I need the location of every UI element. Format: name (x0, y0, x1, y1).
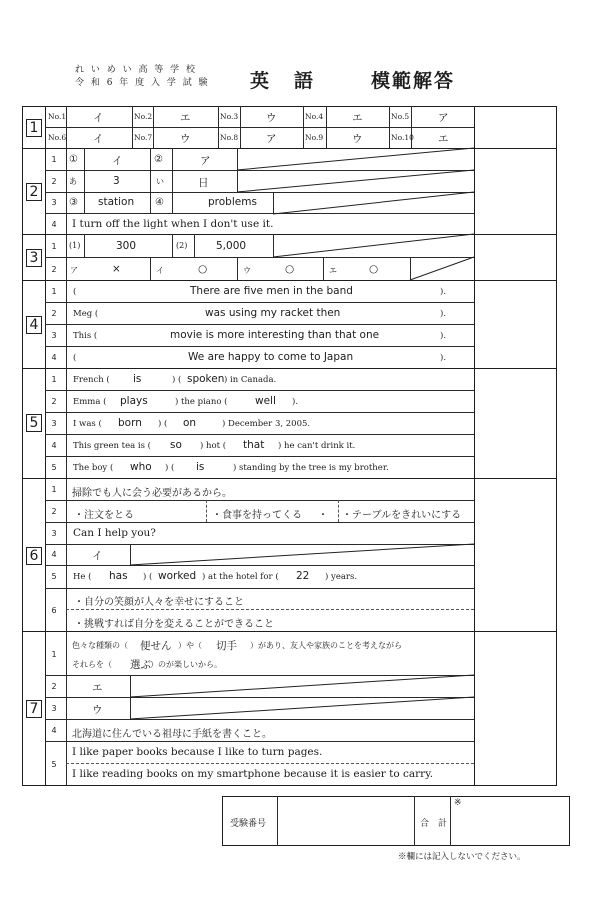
q7-row4-number: 4 (51, 726, 57, 735)
q5-row4-number: 4 (51, 441, 57, 450)
q7-row5-answer1: I like paper books because I like to turn pages. (72, 746, 323, 758)
q1-label-no8: No.8 (220, 133, 239, 142)
q6-row2-answer2: ・食事を持ってくる (212, 510, 302, 521)
q2-row1-label1: ① (69, 154, 78, 165)
exam-name: 令 和 6 年 度 入 学 試 験 (75, 78, 210, 88)
q7-row3-number: 3 (51, 704, 57, 713)
q2-row4-number: 4 (51, 220, 57, 229)
q1-label-no2: No.2 (134, 112, 153, 121)
section-4-number: 4 (26, 316, 42, 334)
q2-row3-answer1: station (98, 196, 135, 208)
q3-row2-label-i: イ (156, 266, 164, 275)
q1-answer-no8: ア (266, 133, 277, 145)
q4-row3-suffix: ). (440, 331, 447, 341)
exam-number-label: 受験番号 (230, 819, 267, 829)
q5-row3-answer2: on (183, 417, 197, 429)
q6-row6-number: 6 (51, 606, 57, 615)
q7-row1-text1: 色々な種類の（ (72, 641, 128, 650)
q1-answer-no1: イ (93, 112, 104, 124)
section-3-number: 3 (26, 249, 42, 267)
q1-label-no4: No.4 (305, 112, 324, 121)
q5-row5-answer2: is (196, 461, 205, 473)
q2-row3-label2: ④ (155, 197, 164, 208)
q4-row1-suffix: ). (440, 287, 447, 297)
q5-row2-answer1: plays (120, 395, 148, 407)
q6-row5-answer1: has (109, 570, 128, 582)
footer-note: ※欄には記入しないでください。 (398, 852, 526, 862)
q2-row2-answer1: 3 (113, 175, 120, 187)
q6-row1-number: 1 (51, 485, 57, 494)
section-1-number: 1 (26, 119, 42, 137)
q3-row2-number: 2 (51, 265, 57, 274)
total-label: 合 計 (420, 819, 448, 829)
q4-row4-suffix: ). (440, 353, 447, 363)
q4-row4-answer: We are happy to come to Japan (188, 351, 354, 363)
q5-row5-answer1: who (130, 461, 152, 473)
q6-row5-answer3: 22 (296, 570, 310, 582)
q1-answer-no6: イ (93, 133, 104, 145)
q5-row2-text3: ). (292, 397, 299, 407)
q3-row1-number: 1 (51, 242, 57, 251)
q4-row4-number: 4 (51, 353, 57, 362)
no-write-mark: ※ (454, 798, 462, 808)
q2-row1-answer2: ア (200, 155, 211, 167)
q5-row1-text3: ) in Canada. (224, 375, 277, 385)
q5-row5-text1: The boy ( (73, 463, 114, 473)
q5-row3-number: 3 (51, 419, 57, 428)
q7-row5-answer2: I like reading books on my smartphone because it is easier to carry. (72, 768, 434, 780)
q2-row2-answer2: 日 (198, 177, 209, 189)
q7-row1-number: 1 (51, 650, 57, 659)
q3-row1-answer2: 5,000 (216, 240, 247, 252)
q6-row5-text1: He ( (73, 572, 92, 582)
q4-row2-answer: was using my racket then (205, 307, 341, 319)
q6-row6-answer2: ・挑戦すれば自分を変えることができること (74, 619, 274, 630)
q1-answer-no5: ア (438, 112, 449, 124)
q1-answer-no10: エ (438, 133, 449, 145)
q3-row2-answer-u: ○ (285, 263, 295, 275)
q1-answer-no7: ウ (180, 133, 191, 145)
q1-answer-no9: ウ (352, 133, 363, 145)
q5-row1-text1: French ( (73, 375, 110, 385)
subject-title: 英 語 (250, 70, 317, 92)
q1-label-no6: No.6 (48, 133, 67, 142)
q6-row2-bullet: ・ (318, 510, 328, 521)
q4-row3-answer: movie is more interesting than that one (170, 329, 380, 341)
q1-answer-no2: エ (180, 112, 191, 124)
q1-label-no9: No.9 (305, 133, 324, 142)
q1-label-no3: No.3 (220, 112, 239, 121)
section-7-number: 7 (26, 700, 42, 718)
q6-row3-number: 3 (51, 529, 57, 538)
q7-row2-number: 2 (51, 682, 57, 691)
q5-row3-text3: ) December 3, 2005. (222, 419, 311, 429)
section-5-number: 5 (26, 414, 42, 432)
q5-row4-answer1: so (170, 439, 182, 451)
q7-row1-answer2: 切手 (216, 640, 237, 652)
q7-row1-answer1: 便せん (140, 640, 172, 652)
q6-row5-answer2: worked (158, 570, 197, 582)
q6-row3-answer: Can I help you? (73, 527, 156, 539)
q5-row3-answer1: born (118, 417, 142, 429)
q6-row4-answer: イ (92, 550, 103, 562)
q2-row1-label2: ② (154, 154, 163, 165)
score-box (222, 796, 570, 846)
q3-row1-label2: (2) (176, 241, 188, 250)
q5-row2-text1: Emma ( (73, 397, 107, 407)
q7-row4-answer: 北海道に住んでいる祖母に手紙を書くこと。 (72, 729, 272, 740)
q7-row1-text2: ）や（ (178, 641, 202, 650)
q1-label-no7: No.7 (134, 133, 153, 142)
q2-row4-answer: I turn off the light when I don't use it. (72, 218, 274, 230)
q7-row1-answer3: 選ぶ (130, 659, 151, 671)
q2-row3-label1: ③ (69, 197, 78, 208)
q4-row3-prefix: This ( (73, 331, 98, 341)
q3-row2-label-a: ア (70, 266, 78, 275)
q3-row2-answer-i: ○ (198, 263, 208, 275)
q5-row2-text2: ) the piano ( (175, 397, 228, 407)
section-6-number: 6 (26, 547, 42, 565)
q6-row5-text4: ) years. (325, 572, 358, 582)
q6-row5-text3: ) at the hotel for ( (202, 572, 279, 582)
q2-row2-label1: あ (69, 177, 77, 186)
q4-row1-answer: There are five men in the band (190, 285, 353, 297)
q5-row3-text2: ) ( (158, 419, 168, 429)
q6-row4-number: 4 (51, 550, 57, 559)
q4-row2-number: 2 (51, 309, 57, 318)
q4-row4-prefix: ( (73, 353, 77, 363)
q5-row3-text1: I was ( (73, 419, 102, 429)
q4-row2-prefix: Meg ( (73, 309, 99, 319)
q3-row1-answer1: 300 (116, 240, 137, 252)
q5-row1-number: 1 (51, 375, 57, 384)
q5-row4-text1: This green tea is ( (73, 441, 151, 451)
q5-row5-text2: ) ( (165, 463, 175, 473)
school-name: れ い め い 高 等 学 校 令 和 6 年 度 入 学 試 験 (75, 65, 210, 88)
q5-row2-answer2: well (255, 395, 276, 407)
q5-row1-text2: ) ( (172, 375, 182, 385)
q2-row3-answer2: problems (208, 196, 257, 208)
q1-label-no5: No.5 (391, 112, 410, 121)
q3-row2-label-u: ウ (243, 266, 251, 275)
q5-row4-text3: ) he can't drink it. (278, 441, 356, 451)
q2-row1-number: 1 (51, 155, 57, 164)
q1-answer-no3: ウ (266, 112, 277, 124)
q3-row1-label1: (1) (69, 241, 81, 250)
q1-label-no1: No.1 (48, 112, 67, 121)
q4-row1-number: 1 (51, 287, 57, 296)
q1-label-no10: No.10 (391, 133, 414, 142)
answer-key-title: 模範解答 (371, 70, 456, 92)
q2-row2-number: 2 (51, 177, 57, 186)
q3-row2-answer-e: ○ (369, 263, 379, 275)
q7-row5-number: 5 (51, 760, 57, 769)
q6-row2-number: 2 (51, 507, 57, 516)
q5-row1-answer2: spoken (187, 373, 225, 385)
q2-row3-number: 3 (51, 198, 57, 207)
q4-row1-prefix: ( (73, 287, 77, 297)
q7-row3-answer: ウ (92, 704, 103, 716)
q7-row1-text5: ）のが楽しいから。 (150, 660, 222, 669)
q1-answer-no4: エ (352, 112, 363, 124)
q3-row2-answer-a: × (112, 263, 121, 275)
q6-row6-answer1: ・自分の笑顔が人々を幸せにすること (74, 597, 244, 608)
q5-row4-answer2: that (243, 439, 265, 451)
q6-row5-text2: ) ( (143, 572, 153, 582)
q6-row5-number: 5 (51, 572, 57, 581)
q2-row1-answer1: イ (112, 155, 123, 167)
q5-row4-text2: ) hot ( (200, 441, 227, 451)
q5-row1-answer1: is (133, 373, 142, 385)
q4-row3-number: 3 (51, 331, 57, 340)
q6-row2-answer3: ・テーブルをきれいにする (342, 510, 462, 521)
q6-row2-answer1: ・注文をとる (74, 510, 134, 521)
q5-row5-text3: ) standing by the tree is my brother. (233, 463, 389, 473)
section-2-number: 2 (26, 183, 42, 201)
q5-row2-number: 2 (51, 397, 57, 406)
q4-row2-suffix: ). (440, 309, 447, 319)
q7-row2-answer: エ (92, 682, 103, 694)
q5-row5-number: 5 (51, 463, 57, 472)
q6-row1-answer: 掃除でも人に会う必要があるから。 (72, 488, 232, 499)
q7-row1-text3: ）があり、友人や家族のことを考えながら (250, 641, 402, 650)
q2-row2-label2: い (156, 177, 164, 186)
q7-row1-text4: それらを（ (72, 660, 112, 669)
q3-row2-label-e: エ (329, 266, 337, 275)
